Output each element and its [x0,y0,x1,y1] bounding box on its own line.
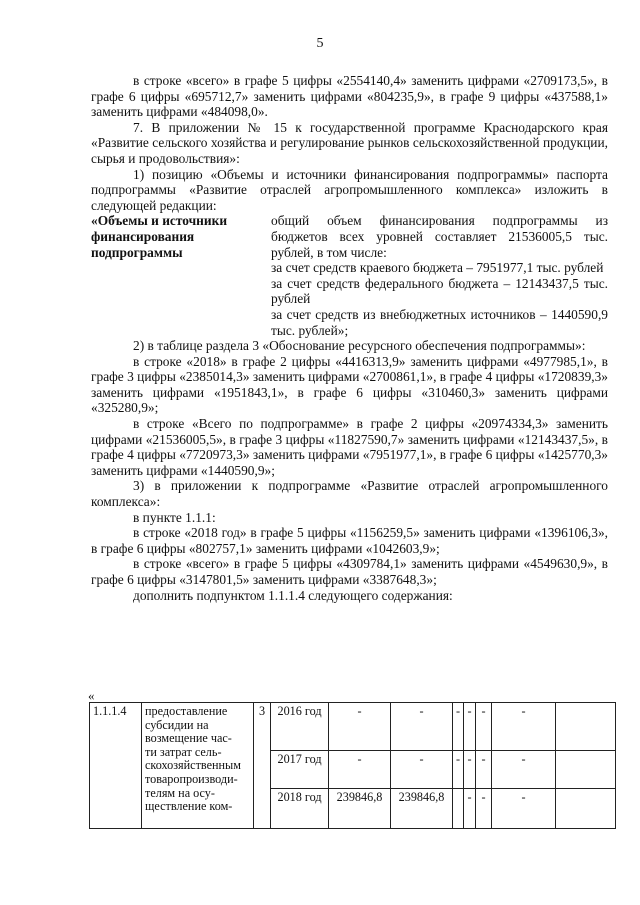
paragraph: 1) позицию «Объемы и источники финансирования подпрограммы» паспорта подпрограммы «Развитие отраслей агропромышленного комплекса» изложить в следующей редакции: [91,166,608,213]
document-body [91,73,608,603]
passport-position [91,213,608,338]
table-cell: - [492,751,556,789]
table-row [90,703,616,751]
table-cell-description: предоставление субсидии на возмещение час- ти затрат сель- скохозяйственным товаропроизводи- телям на осу- ществление ком- [142,703,254,829]
paragraph: в строке «Всего по подпрограмме» в графе 2 цифры «20974334,3» заменить цифрами «21536005,5», в графе 3 цифры «11827590,7» заменить цифрами «12143437,5», в графе 4 цифры «7720973,3» заменить цифрами «7951977,1», в графе 6 цифры «1425770,3» заменить цифрами «1440590,9»; [91,416,608,478]
passport-line: за счет средств федерального бюджета – 12143437,5 тыс. рублей [271,275,608,307]
table-cell-year: 2017 год [271,751,329,789]
table-cell: - [329,751,391,789]
table-cell [453,789,464,829]
table-cell: - [391,703,453,751]
paragraph: в строке «2018» в графе 2 цифры «4416313,9» заменить цифрами «4977985,1», в графе 3 цифры «2385014,3» заменить цифрами «2700861,1», в графе 4 цифры «1720839,3» заменить цифрами «1951843,1», в графе 6 цифры «310460,3» заменить цифрами «325280,9»; [91,353,608,416]
table-cell [556,789,616,829]
table-cell-year: 2016 год [271,703,329,751]
paragraph: 7. В приложении № 15 к государственной программе Краснодарского края «Развитие сельского хозяйства и регулирование рынков сельскохозяйственной продукции, сырья и продовольствия»: [91,119,608,166]
page-number: 5 [316,36,324,51]
table-cell-code: 1.1.1.4 [90,703,142,829]
table-cell: - [464,703,476,751]
passport-label: «Объемы и источники финансирования подпрограммы [91,213,228,260]
paragraph: 3) в приложении к подпрограмме «Развитие отраслей агропромышленного комплекса»: [91,478,608,510]
table-cell [556,751,616,789]
paragraph: дополнить подпунктом 1.1.1.4 следующего содержания: [133,587,453,603]
table-cell: 239846,8 [391,789,453,829]
paragraph: в строке «всего» в графе 5 цифры «2554140,4» заменить цифрами «2709173,5», в графе 6 цифры «695712,7» заменить цифрами «804235,9», в графе 9 цифры «437588,1» заменить цифрами «484098,0». [91,73,608,120]
table-cell: - [476,751,492,789]
table-cell [556,703,616,751]
paragraph: в строке «всего» в графе 5 цифры «4309784,1» заменить цифрами «4549630,9», в графе 6 цифры «3147801,5» заменить цифрами «3387648,3»; [91,556,608,587]
table-cell: - [476,703,492,751]
subprogram-table [89,702,616,829]
table-cell-col3: 3 [254,703,271,829]
table-cell: - [492,789,556,829]
passport-line: общий объем финансирования подпрограммы из бюджетов всех уровней составляет 21536005,5 тыс. рублей, в том числе: [271,213,608,260]
passport-line: за счет средств краевого бюджета – 7951977,1 тыс. рублей [271,260,604,276]
table-cell: - [464,789,476,829]
table-cell: - [391,751,453,789]
table-cell: - [329,703,391,751]
paragraph: 2) в таблице раздела 3 «Обоснование ресурсного обеспечения подпрограммы»: [133,338,586,354]
passport-value [271,213,608,338]
paragraph: в пункте 1.1.1: [133,509,216,525]
table-cell: - [464,751,476,789]
table-cell: - [453,703,464,751]
table-cell: - [492,703,556,751]
passport-line: за счет средств из внебюджетных источников – 1440590,9 тыс. рублей»; [271,306,608,338]
paragraph: в строке «2018 год» в графе 5 цифры «1156259,5» заменить цифрами «1396106,3», в графе 6 цифры «802757,1» заменить цифрами «1042603,9»; [91,525,608,556]
table-cell-year: 2018 год [271,789,329,829]
table-cell: - [476,789,492,829]
table-cell: - [453,751,464,789]
table-cell: 239846,8 [329,789,391,829]
quote-mark: « [88,688,95,703]
